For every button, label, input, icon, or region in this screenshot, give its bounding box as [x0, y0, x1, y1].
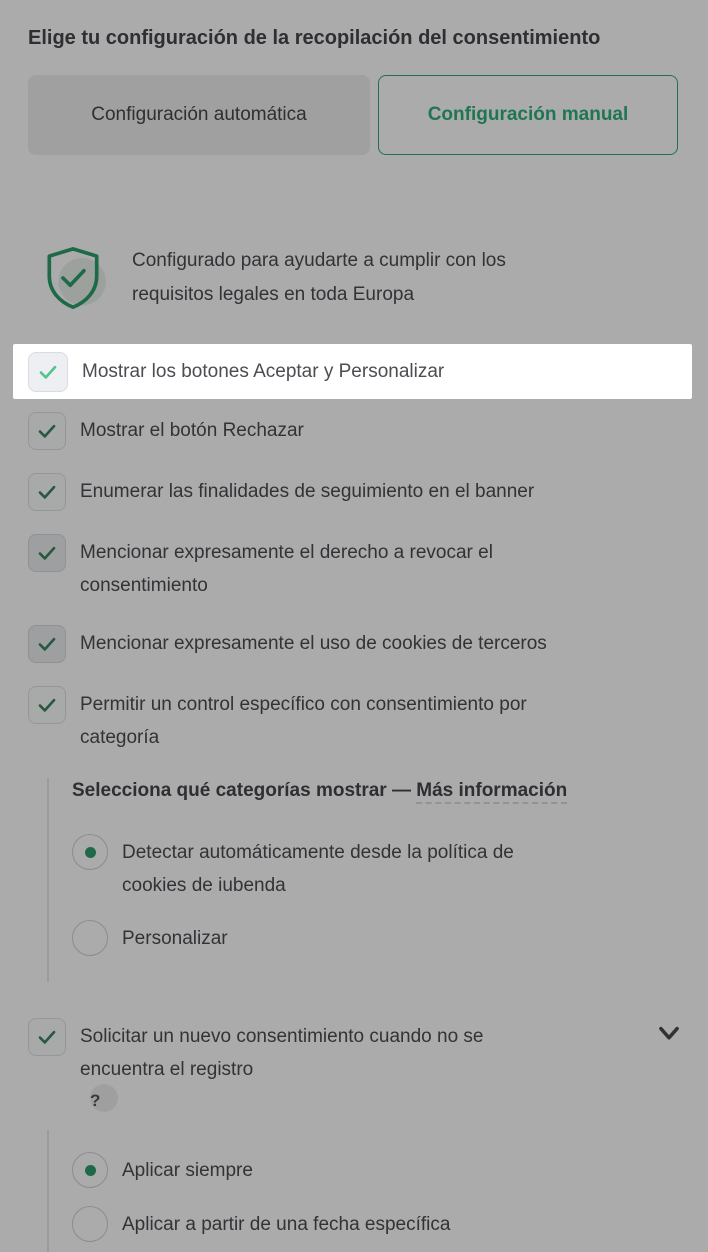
row-label: Permitir un control específico con consentimiento por categoría	[80, 694, 527, 748]
checkbox-checked-locked	[28, 625, 66, 663]
checkbox-checked[interactable]	[28, 352, 68, 392]
radio-label: Personalizar	[122, 928, 228, 949]
checkbox-checked[interactable]	[28, 473, 66, 511]
checkbox-checked[interactable]	[28, 1018, 66, 1056]
row-label: Mostrar el botón Rechazar	[80, 420, 304, 441]
radio-apply-from-date[interactable]	[72, 1208, 680, 1242]
row-list-tracking-purposes[interactable]	[28, 473, 680, 511]
radio-button-unselected[interactable]	[72, 1206, 108, 1242]
checkbox-checked-locked	[28, 534, 66, 572]
radio-apply-always[interactable]	[72, 1154, 680, 1188]
category-selection-subsection	[47, 778, 680, 982]
help-icon[interactable]: ?	[90, 1084, 118, 1112]
row-label: Solicitar un nuevo consentimiento cuando no se encuentra el registro ?	[80, 1026, 484, 1110]
radio-label: Aplicar a partir de una fecha específica	[122, 1214, 451, 1235]
configuration-mode-toggle	[28, 75, 680, 155]
page-title: Elige tu configuración de la recopilación del consentimiento	[28, 27, 601, 49]
row-label: Enumerar las finalidades de seguimiento en el banner	[80, 481, 535, 502]
more-info-link[interactable]: Más información	[416, 780, 567, 804]
shield-check-icon	[42, 244, 104, 312]
row-show-reject-button[interactable]	[28, 412, 680, 450]
reconsent-subsection	[47, 1130, 680, 1252]
checkbox-checked[interactable]	[28, 686, 66, 724]
row-show-accept-customize-buttons[interactable]	[13, 344, 692, 399]
compliance-note-text: Configurado para ayudarte a cumplir con los requisitos legales en toda Europa	[132, 250, 506, 305]
compliance-note	[42, 244, 680, 312]
radio-button-unselected[interactable]	[72, 920, 108, 956]
row-label: Mencionar expresamente el uso de cookies de terceros	[80, 633, 547, 654]
automatic-configuration-button[interactable]: Configuración automática	[28, 75, 370, 155]
row-mention-third-party-cookies[interactable]	[28, 625, 680, 663]
manual-configuration-button[interactable]: Configuración manual	[378, 75, 678, 155]
chevron-down-icon[interactable]	[656, 1021, 682, 1047]
row-per-category-consent[interactable]	[28, 686, 680, 754]
radio-detect-automatically[interactable]	[72, 836, 680, 902]
row-label: Mencionar expresamente el derecho a revocar el consentimiento	[80, 542, 493, 596]
header-separator: —	[391, 780, 411, 801]
category-subsection-header: Selecciona qué categorías mostrar — Más información	[72, 778, 680, 804]
radio-customize[interactable]	[72, 922, 680, 956]
radio-button-selected[interactable]	[72, 834, 108, 870]
radio-button-selected[interactable]	[72, 1152, 108, 1188]
row-mention-revoke-right[interactable]	[28, 534, 680, 602]
row-request-new-consent[interactable]	[28, 1018, 680, 1114]
radio-label: Aplicar siempre	[122, 1160, 253, 1181]
row-label: Mostrar los botones Aceptar y Personalizar	[82, 361, 445, 382]
checkbox-checked[interactable]	[28, 412, 66, 450]
radio-label: Detectar automáticamente desde la política de cookies de iubenda	[122, 842, 514, 896]
